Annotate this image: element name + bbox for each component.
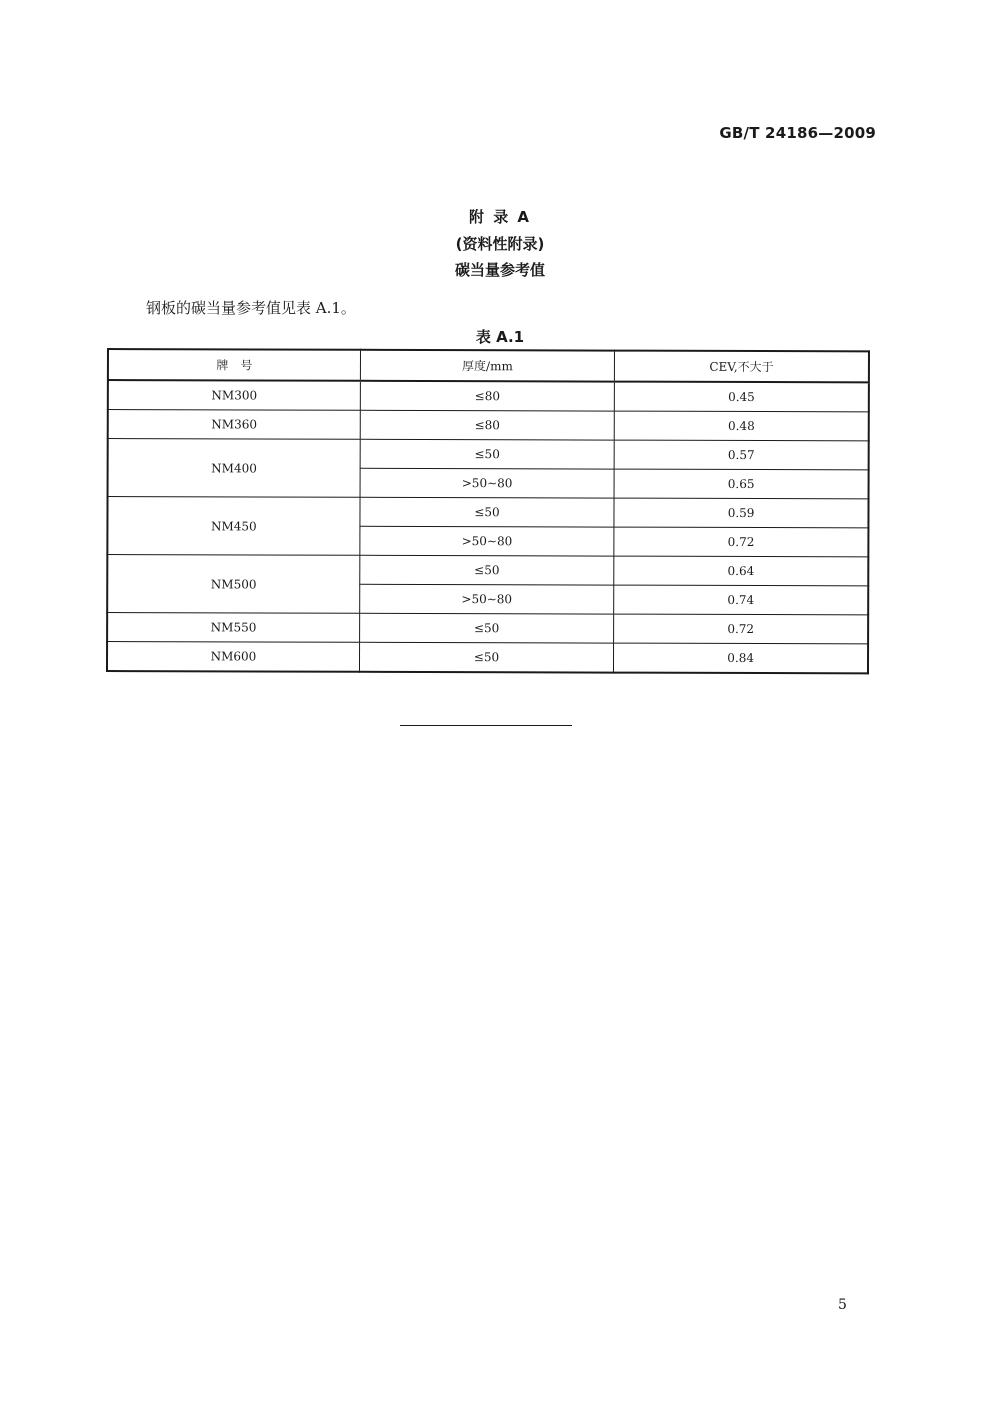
table-row xyxy=(107,613,868,644)
cev-cell: 0.57 xyxy=(614,440,868,470)
grade-cell: NM600 xyxy=(107,642,359,672)
cev-cell: 0.72 xyxy=(614,614,868,644)
cev-cell: 0.45 xyxy=(614,382,868,412)
header-grade: 牌 号 xyxy=(108,349,360,381)
grade-cell: NM550 xyxy=(107,613,359,643)
table-row xyxy=(107,497,868,528)
thickness-cell: >50~80 xyxy=(360,584,614,614)
thickness-cell: ≤80 xyxy=(360,381,614,411)
cev-cell: 0.74 xyxy=(614,585,868,615)
table-row xyxy=(108,410,869,441)
thickness-cell: >50~80 xyxy=(360,526,614,556)
thickness-cell: >50~80 xyxy=(360,468,614,498)
thickness-cell: ≤50 xyxy=(359,613,613,643)
thickness-cell: ≤50 xyxy=(360,497,614,527)
thickness-cell: ≤50 xyxy=(359,642,613,672)
cev-cell: 0.64 xyxy=(614,556,868,586)
grade-cell: NM450 xyxy=(107,497,360,556)
grade-cell: NM500 xyxy=(107,555,360,614)
cev-cell: 0.65 xyxy=(614,469,868,499)
table-row xyxy=(107,555,868,586)
page-number: 5 xyxy=(838,1297,847,1313)
grade-cell: NM400 xyxy=(108,439,361,498)
cev-cell: 0.84 xyxy=(614,643,868,673)
cev-cell: 0.72 xyxy=(614,527,868,557)
standard-number: GB/T 24186—2009 xyxy=(719,124,876,142)
thickness-cell: ≤80 xyxy=(360,410,614,440)
grade-cell: NM300 xyxy=(108,380,360,410)
intro-paragraph: 钢板的碳当量参考值见表 A.1。 xyxy=(146,299,356,317)
annex-heading: 碳当量参考值 xyxy=(454,261,545,279)
cev-cell: 0.48 xyxy=(614,411,868,441)
grade-cell: NM360 xyxy=(108,410,360,440)
header-thickness: 厚度/mm xyxy=(360,350,614,382)
table-row xyxy=(108,439,869,470)
thickness-cell: ≤50 xyxy=(360,439,614,469)
end-rule xyxy=(400,725,572,726)
table-header-row xyxy=(108,349,869,382)
annex-title: 附 录 A xyxy=(468,208,532,226)
cev-table xyxy=(106,348,870,674)
annex-type: (资料性附录) xyxy=(455,235,545,253)
thickness-cell: ≤50 xyxy=(360,555,614,585)
table-row xyxy=(107,642,868,674)
table-row xyxy=(108,380,869,412)
table-caption: 表 A.1 xyxy=(475,328,525,346)
cev-cell: 0.59 xyxy=(614,498,868,528)
header-cev: CEV,不大于 xyxy=(615,351,869,383)
